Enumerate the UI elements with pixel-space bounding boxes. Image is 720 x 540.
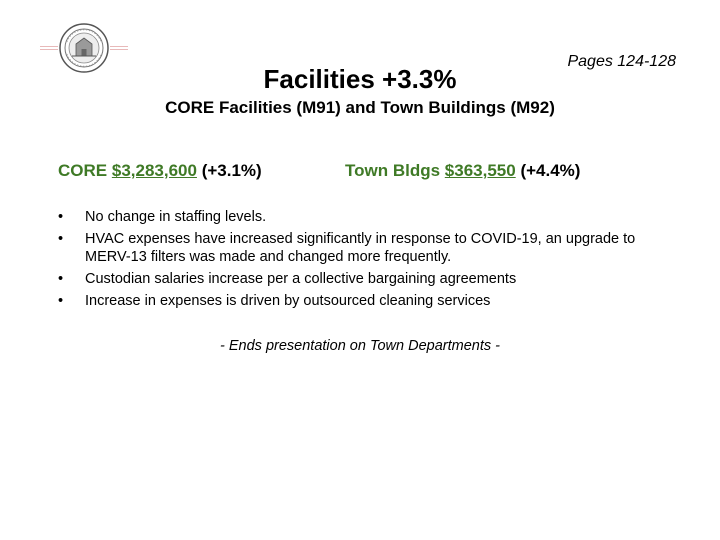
slide-title: Facilities +3.3% [263, 64, 457, 94]
core-change: (+3.1%) [201, 161, 262, 180]
page-reference: Pages 124-128 [567, 53, 676, 70]
logo-rule-right-2 [110, 49, 128, 50]
town-buildings-label: Town Bldgs [345, 161, 441, 180]
bullet-text: Custodian salaries increase per a collective bargaining agreements [85, 271, 517, 287]
slide-subtitle: CORE Facilities (M91) and Town Buildings (M92) [165, 98, 555, 117]
core-amount-link[interactable]: $3,283,600 [111, 161, 197, 180]
logo-rule-left-2 [40, 49, 58, 50]
bullet-item [58, 230, 638, 266]
town-buildings-budget-line [345, 161, 580, 181]
bullet-item [58, 292, 638, 310]
core-budget-line [58, 161, 262, 181]
bullet-icon: • [58, 293, 64, 309]
bullet-item [58, 270, 638, 288]
closing-note: - Ends presentation on Town Departments - [220, 338, 500, 354]
bullet-icon: • [58, 209, 64, 225]
logo-rule-right [110, 46, 128, 47]
town-buildings-change: (+4.4%) [520, 161, 581, 180]
bullet-list [58, 208, 638, 314]
core-label: CORE [58, 161, 108, 180]
bullet-icon: • [58, 231, 64, 247]
bullet-text: No change in staffing levels. [85, 209, 267, 225]
bullet-item [58, 208, 638, 226]
bullet-text: HVAC expenses have increased significantly in response to COVID-19, an upgrade to MERV-13 filters was made and changed more frequently. [85, 231, 636, 265]
bullet-icon: • [58, 271, 64, 287]
town-buildings-amount-link[interactable]: $363,550 [444, 161, 516, 180]
bullet-text: Increase in expenses is driven by outsourced cleaning services [85, 293, 491, 309]
logo-rule-left [40, 46, 58, 47]
